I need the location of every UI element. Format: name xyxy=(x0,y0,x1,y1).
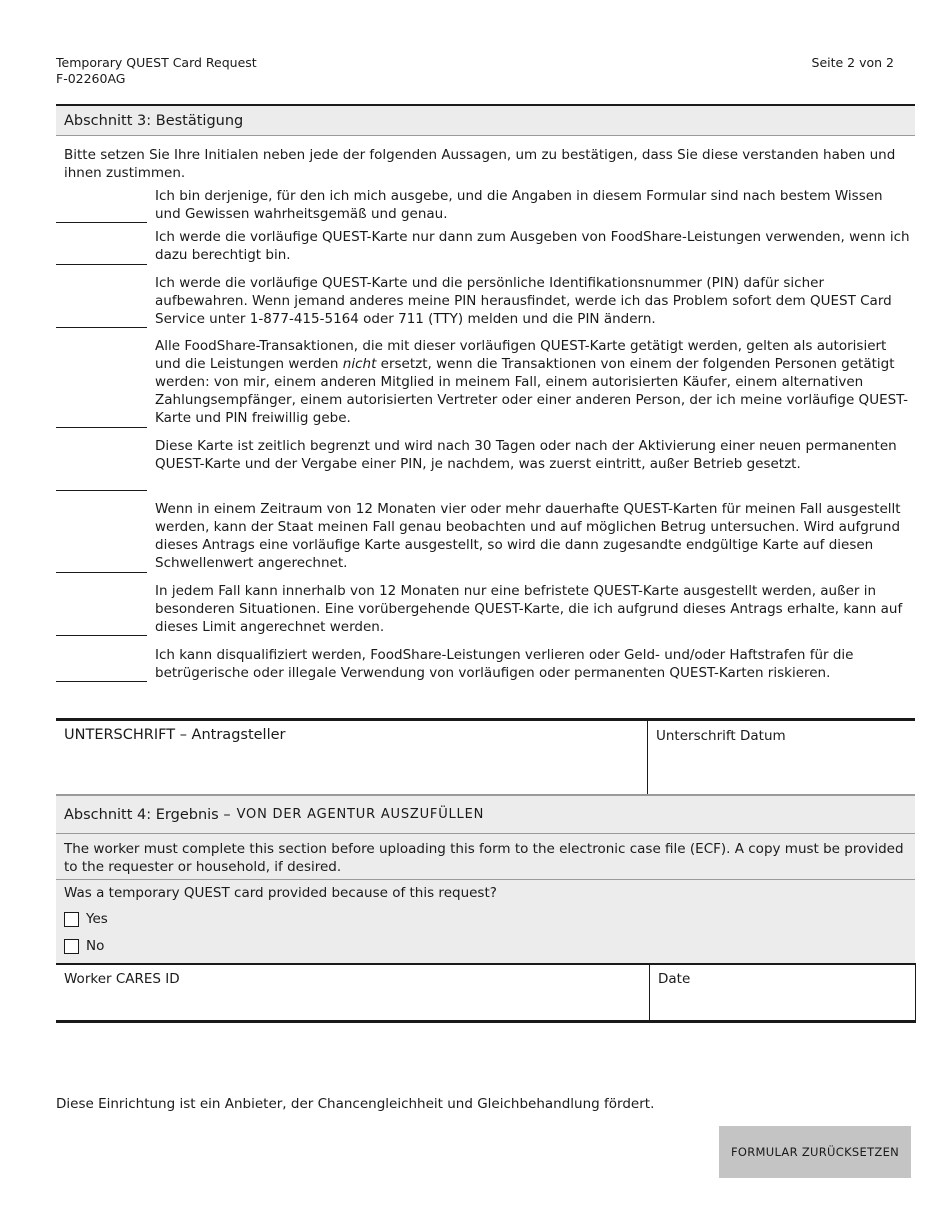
signature-date-label: Unterschrift Datum xyxy=(656,728,786,744)
initials-field[interactable] xyxy=(56,201,147,223)
reset-form-button[interactable]: FORMULAR ZURÜCKSETZEN xyxy=(719,1126,911,1178)
form-header xyxy=(56,55,257,87)
acknowledgment-text-part: ersetzt, wenn die Transaktionen von einem der folgenden Personen getätigt werden: von mir, einem anderen Mitglied in meinem Fall, einem autorisierten Käufer, einem alternativen Zahlungsempfänger, einem autorisierten Vertreter oder einer anderen Person, der ich meine vorläufige QUEST-Karte und PIN freiwillig gebe. xyxy=(155,356,909,426)
card-provided-question xyxy=(56,880,915,964)
acknowledgment-text: Ich werde die vorläufige QUEST-Karte nur dann zum Ausgeben von FoodShare-Leistungen verwenden, wenn ich dazu berechtigt bin. xyxy=(155,229,910,263)
acknowledgment-text: Wenn in einem Zeitraum von 12 Monaten vier oder mehr dauerhafte QUEST-Karten für meinen Fall ausgestellt werden, kann der Staat meinen Fall genau beobachten und auf möglichen Betrug untersuchen. Wird aufgrund dieses Antrags eine vorläufige Karte ausgestellt, so wird die dann zugesandte endgültige Karte auf diesen Schwellenwert angerechnet. xyxy=(155,501,901,571)
initials-field[interactable] xyxy=(56,243,147,265)
section-4-subtitle: VON DER AGENTUR AUSZUFÜLLEN xyxy=(236,807,485,822)
worker-date-field[interactable] xyxy=(650,965,915,1020)
emphasis-text: nicht xyxy=(342,356,377,372)
worker-cares-id-label: Worker CARES ID xyxy=(64,971,180,987)
initials-field[interactable] xyxy=(56,551,147,573)
checkbox-no[interactable] xyxy=(64,939,79,954)
acknowledgment-text: In jedem Fall kann innerhalb von 12 Monaten nur eine befristete QUEST-Karte ausgestellt werden, außer in besonderen Situationen. Eine vorübergehende QUEST-Karte, die ich aufgrund dieses Antrags erhalte, kann auf dieses Limit angerechnet werden. xyxy=(155,583,903,635)
signature-row xyxy=(56,718,915,795)
worker-row xyxy=(56,963,916,1023)
section-4-note: The worker must complete this section before uploading this form to the electronic case file (ECF). A copy must be provided to the requester or household, if desired. xyxy=(56,833,915,880)
signature-date-field[interactable] xyxy=(648,721,915,794)
initials-field[interactable] xyxy=(56,469,147,491)
acknowledgment-item xyxy=(56,228,911,265)
worker-date-label: Date xyxy=(658,971,691,987)
acknowledgment-item xyxy=(56,582,911,636)
form-title: Temporary QUEST Card Request xyxy=(56,55,257,70)
worker-cares-id-field[interactable] xyxy=(56,965,649,1020)
acknowledgment-item xyxy=(56,337,911,428)
option-yes[interactable] xyxy=(64,910,907,928)
acknowledgment-item xyxy=(56,646,911,682)
applicant-signature-label: UNTERSCHRIFT – Antragsteller xyxy=(64,727,286,743)
checkbox-yes[interactable] xyxy=(64,912,79,927)
applicant-signature-field[interactable] xyxy=(56,721,647,794)
acknowledgment-text: Diese Karte ist zeitlich begrenzt und wird nach 30 Tagen oder nach der Aktivierung einer neuen permanenten QUEST-Karte und der Vergabe einer PIN, je nachdem, was zuerst eintritt, außer Betrieb gesetzt. xyxy=(155,438,897,472)
initials-field[interactable] xyxy=(56,614,147,636)
initials-field[interactable] xyxy=(56,406,147,428)
initials-field[interactable] xyxy=(56,660,147,682)
acknowledgment-item xyxy=(56,500,911,573)
acknowledgment-text: Ich bin derjenige, für den ich mich ausgebe, und die Angaben in diesem Formular sind nach bestem Wissen und Gewissen wahrheitsgemäß und genau. xyxy=(155,188,883,222)
question-text: Was a temporary QUEST card provided because of this request? xyxy=(64,885,497,901)
acknowledgment-item xyxy=(56,187,911,223)
section-4-title: Abschnitt 4: Ergebnis – xyxy=(64,806,231,823)
section-4-header xyxy=(56,795,915,833)
acknowledgment-text: Ich kann disqualifiziert werden, FoodShare-Leistungen verlieren oder Geld- und/oder Haftstrafen für die betrügerische oder illegale Verwendung von vorläufigen oder permanenten QUEST-Karten riskieren. xyxy=(155,647,854,681)
acknowledgment-text-part: Alle FoodShare-Transaktionen, die mit dieser vorläufigen QUEST-Karte getätigt werden, gelten als autorisiert und die Leistungen werden xyxy=(155,338,887,372)
form-number: F-02260AG xyxy=(56,71,126,86)
option-no[interactable] xyxy=(64,937,907,955)
acknowledgment-text xyxy=(155,337,911,427)
equal-opportunity-statement: Diese Einrichtung ist ein Anbieter, der Chancengleichheit und Gleichbehandlung fördert. xyxy=(56,1096,655,1112)
option-no-label: No xyxy=(86,938,105,954)
acknowledgment-item xyxy=(56,274,911,328)
initials-field[interactable] xyxy=(56,306,147,328)
section-3-title: Abschnitt 3: Bestätigung xyxy=(64,112,244,129)
option-yes-label: Yes xyxy=(86,911,108,927)
acknowledgment-item xyxy=(56,437,911,491)
page-indicator: Seite 2 von 2 xyxy=(811,55,894,70)
section-3-intro: Bitte setzen Sie Ihre Initialen neben jede der folgenden Aussagen, um zu bestätigen, dass Sie diese verstanden haben und ihnen zustimmen. xyxy=(64,147,896,181)
section-3-header xyxy=(56,104,915,136)
acknowledgment-text: Ich werde die vorläufige QUEST-Karte und die persönliche Identifikationsnummer (PIN) dafür sicher aufbewahren. Wenn jemand anderes meine PIN herausfindet, werde ich das Problem sofort dem QUEST Card Service unter 1-877-415-5164 oder 711 (TTY) melden und die PIN ändern. xyxy=(155,275,892,327)
